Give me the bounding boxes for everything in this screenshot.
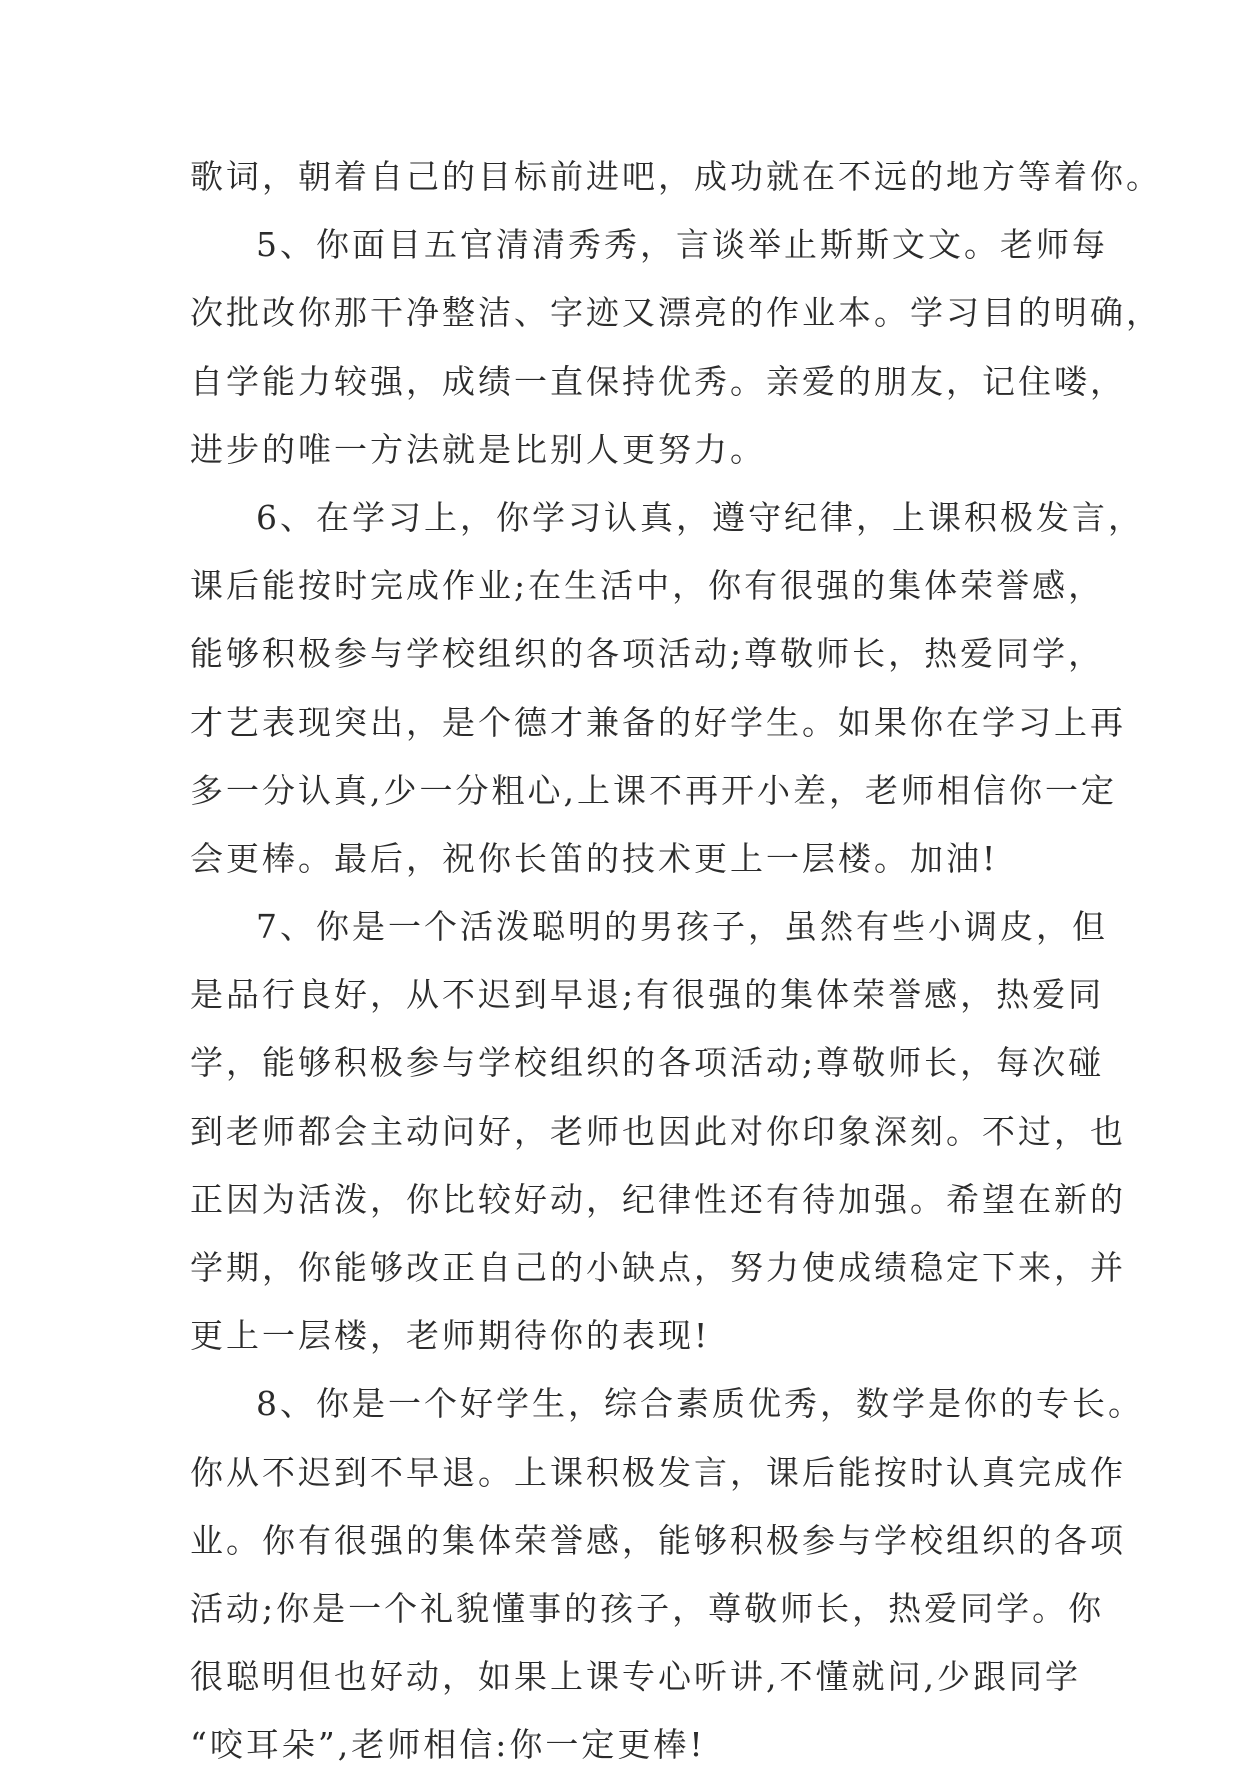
text-line: “咬耳朵”,老师相信:你一定更棒! [190, 1725, 706, 1765]
text-line: 进步的唯一方法就是比别人更努力。 [190, 429, 766, 469]
text-line: 到老师都会主动问好，老师也因此对你印象深刻。不过，也 [190, 1111, 1126, 1151]
text-line: 学期，你能够改正自己的小缺点，努力使成绩稳定下来，并 [190, 1248, 1126, 1287]
text-line: 会更棒。最后，祝你长笛的技术更上一层楼。加油! [190, 838, 999, 878]
text-line: 5、你面目五官清清秀秀，言谈举止斯斯文文。老师每 [256, 225, 1108, 265]
text-line: 是品行良好，从不迟到早退;有很强的集体荣誉感，热爱同 [190, 975, 1105, 1015]
text-line: 6、在学习上，你学习认真，遵守纪律，上课积极发言， [256, 497, 1144, 537]
text-line: 业。你有很强的集体荣誉感，能够积极参与学校组织的各项 [190, 1520, 1126, 1560]
text-line: 活动;你是一个礼貌懂事的孩子，尊敬师长，热爱同学。你 [190, 1588, 1105, 1628]
text-line: 才艺表现突出，是个德才兼备的好学生。如果你在学习上再 [190, 702, 1126, 742]
text-line: 正因为活泼，你比较好动，纪律性还有待加强。希望在新的 [190, 1179, 1126, 1219]
text-line: 歌词，朝着自己的目标前进吧，成功就在不远的地方等着你。 [190, 157, 1162, 196]
text-line: 8、你是一个好学生，综合素质优秀，数学是你的专长。 [256, 1384, 1144, 1424]
text-line: 能够积极参与学校组织的各项活动;尊敬师长，热爱同学， [190, 634, 1105, 674]
text-line: 课后能按时完成作业;在生活中，你有很强的集体荣誉感， [190, 566, 1105, 606]
text-line: 你从不迟到不早退。上课积极发言，课后能按时认真完成作 [190, 1452, 1126, 1492]
text-line: 多一分认真,少一分粗心,上课不再开小差，老师相信你一定 [190, 770, 1117, 810]
text-line: 7、你是一个活泼聪明的男孩子，虽然有些小调皮，但 [256, 907, 1108, 947]
text-line: 自学能力较强，成绩一直保持优秀。亲爱的朋友，记住喽， [190, 361, 1126, 401]
document-body [190, 143, 1162, 1780]
text-line: 更上一层楼，老师期待你的表现! [190, 1316, 711, 1356]
text-line: 很聪明但也好动，如果上课专心听讲,不懂就问,少跟同学 [190, 1657, 1081, 1697]
text-line: 学，能够积极参与学校组织的各项活动;尊敬师长，每次碰 [190, 1043, 1105, 1083]
text-line: 次批改你那干净整洁、字迹又漂亮的作业本。学习目的明确， [190, 293, 1162, 333]
